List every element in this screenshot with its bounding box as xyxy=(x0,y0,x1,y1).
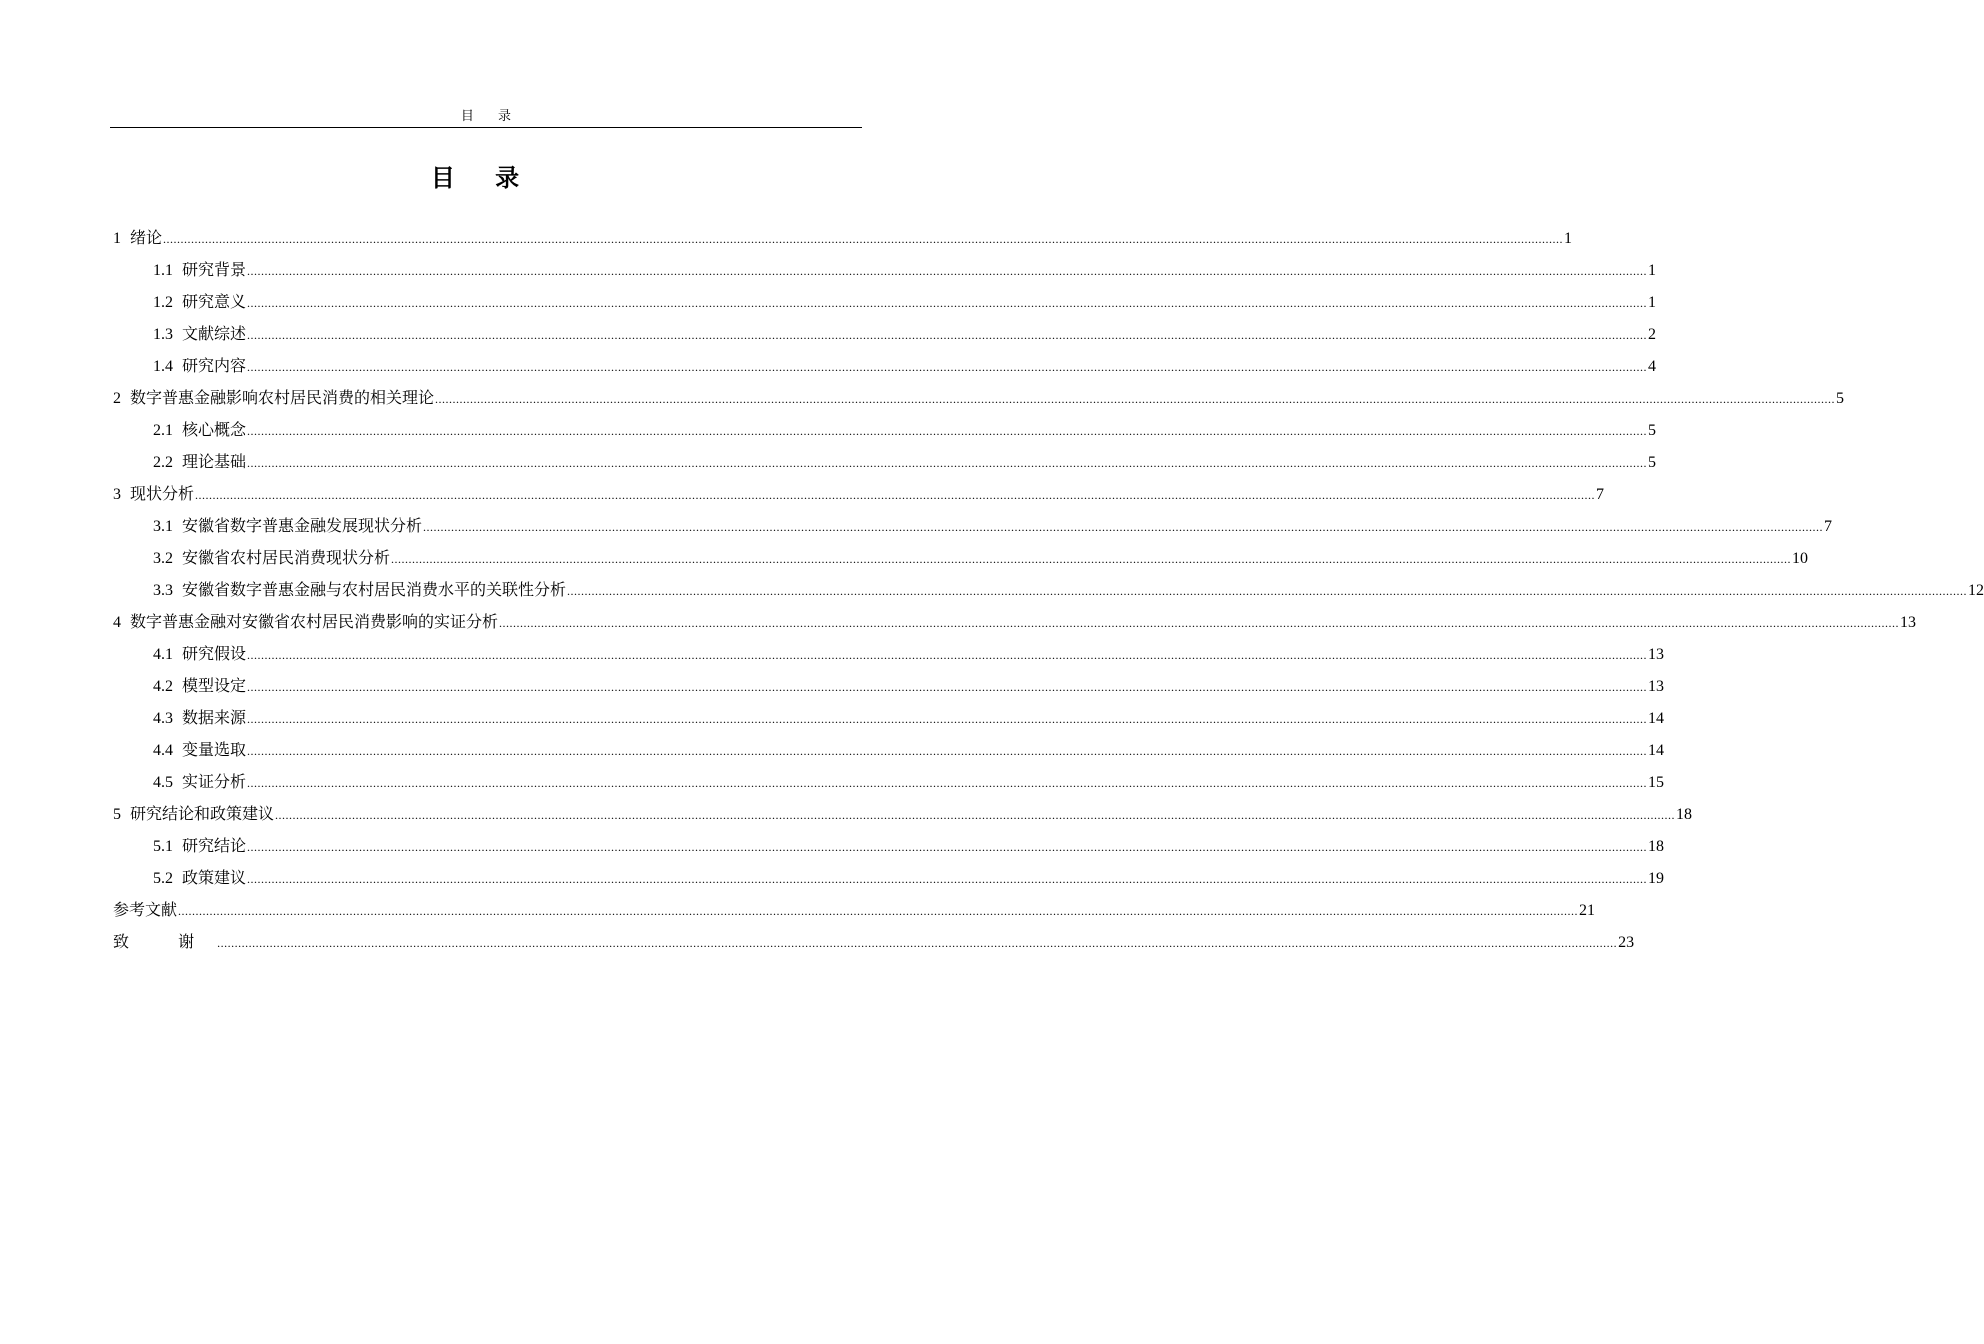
toc-entry-number: 4.3 xyxy=(153,710,173,727)
toc-entry-number: 1.1 xyxy=(153,262,173,279)
toc-entry[interactable] xyxy=(113,830,1665,862)
toc-entry-label: 研究背景 xyxy=(182,260,247,279)
toc-entry-label: 文献综述 xyxy=(182,324,247,343)
toc-entry-label: 绪论 xyxy=(130,228,163,247)
toc-entry[interactable] xyxy=(113,798,1693,830)
toc-entry[interactable] xyxy=(113,734,1665,766)
toc-entry-label: 安徽省数字普惠金融发展现状分析 xyxy=(182,516,423,535)
toc-entry-label: 数据来源 xyxy=(182,708,247,727)
toc-dot-leader: ................................................................................................................................................................................................................................................................................................................................................................................................................ xyxy=(247,712,1648,726)
toc-entry-number: 4.2 xyxy=(153,678,173,695)
toc-dot-leader: ................................................................................................................................................................................................................................................................................................................................................................................................................ xyxy=(247,840,1648,854)
toc-dot-leader: ................................................................................................................................................................................................................................................................................................................................................................................................................ xyxy=(391,552,1792,566)
toc-entry-number: 1.4 xyxy=(153,358,173,375)
toc-entry[interactable] xyxy=(113,606,1917,638)
toc-entry-page-number: 12 xyxy=(1968,582,1984,599)
toc-dot-leader: ................................................................................................................................................................................................................................................................................................................................................................................................................ xyxy=(247,296,1648,310)
toc-entry-number: 4 xyxy=(113,614,121,631)
table-of-contents xyxy=(113,222,1984,958)
toc-entry-number: 5.2 xyxy=(153,870,173,887)
toc-entry[interactable] xyxy=(113,254,1657,286)
running-header-title: 目 录 xyxy=(460,109,522,124)
toc-entry-page-number: 13 xyxy=(1648,678,1665,695)
toc-entry-label: 研究意义 xyxy=(182,292,247,311)
toc-entry[interactable] xyxy=(113,478,1605,510)
toc-entry-number: 1 xyxy=(113,230,121,247)
toc-entry[interactable] xyxy=(113,414,1657,446)
toc-entry-label: 安徽省农村居民消费现状分析 xyxy=(182,548,391,567)
toc-dot-leader: ................................................................................................................................................................................................................................................................................................................................................................................................................ xyxy=(163,232,1564,246)
toc-entry[interactable] xyxy=(113,286,1657,318)
toc-entry[interactable] xyxy=(113,670,1665,702)
toc-entry-page-number: 14 xyxy=(1648,710,1665,727)
toc-dot-leader: ................................................................................................................................................................................................................................................................................................................................................................................................................ xyxy=(423,520,1824,534)
toc-entry-label: 数字普惠金融影响农村居民消费的相关理论 xyxy=(130,388,435,407)
toc-entry-page-number: 21 xyxy=(1579,902,1596,919)
toc-entry-page-number: 5 xyxy=(1648,422,1657,439)
toc-dot-leader: ................................................................................................................................................................................................................................................................................................................................................................................................................ xyxy=(247,264,1648,278)
toc-entry[interactable] xyxy=(113,894,1596,926)
toc-entry-label: 理论基础 xyxy=(182,452,247,471)
toc-entry-number: 2 xyxy=(113,390,121,407)
toc-entry[interactable] xyxy=(113,926,1635,958)
toc-entry-page-number: 1 xyxy=(1648,262,1657,279)
toc-entry-page-number: 4 xyxy=(1648,358,1657,375)
toc-entry[interactable] xyxy=(113,638,1665,670)
toc-entry-label: 数字普惠金融对安徽省农村居民消费影响的实证分析 xyxy=(130,612,499,631)
toc-entry-label: 研究结论 xyxy=(182,836,247,855)
toc-entry-number: 4.4 xyxy=(153,742,173,759)
toc-entry-page-number: 13 xyxy=(1648,646,1665,663)
toc-entry-number: 1.3 xyxy=(153,326,173,343)
toc-entry[interactable] xyxy=(113,382,1845,414)
toc-entry-label: 现状分析 xyxy=(130,484,195,503)
toc-entry-page-number: 1 xyxy=(1564,230,1573,247)
toc-entry-label: 致 谢 xyxy=(113,932,217,951)
toc-entry-number: 2.1 xyxy=(153,422,173,439)
toc-entry-number: 3.3 xyxy=(153,582,173,599)
toc-entry-number: 2.2 xyxy=(153,454,173,471)
toc-entry-page-number: 1 xyxy=(1648,294,1657,311)
toc-entry-page-number: 5 xyxy=(1648,454,1657,471)
toc-entry-number: 3.2 xyxy=(153,550,173,567)
toc-entry-page-number: 5 xyxy=(1836,390,1845,407)
toc-entry-page-number: 15 xyxy=(1648,774,1665,791)
toc-entry-number: 3 xyxy=(113,486,121,503)
toc-entry[interactable] xyxy=(113,222,1573,254)
toc-entry-label: 研究结论和政策建议 xyxy=(130,804,275,823)
toc-dot-leader: ................................................................................................................................................................................................................................................................................................................................................................................................................ xyxy=(499,616,1900,630)
toc-dot-leader: ................................................................................................................................................................................................................................................................................................................................................................................................................ xyxy=(567,584,1968,598)
toc-entry-label: 实证分析 xyxy=(182,772,247,791)
toc-entry[interactable] xyxy=(113,318,1657,350)
toc-entry-number: 3.1 xyxy=(153,518,173,535)
toc-entry-label: 研究假设 xyxy=(182,644,247,663)
toc-entry-number: 5.1 xyxy=(153,838,173,855)
toc-entry-number: 1.2 xyxy=(153,294,173,311)
toc-dot-leader: ................................................................................................................................................................................................................................................................................................................................................................................................................ xyxy=(247,648,1648,662)
toc-entry-label: 政策建议 xyxy=(182,868,247,887)
toc-entry-page-number: 19 xyxy=(1648,870,1665,887)
toc-entry-page-number: 10 xyxy=(1792,550,1809,567)
toc-entry-page-number: 7 xyxy=(1824,518,1833,535)
toc-dot-leader: ................................................................................................................................................................................................................................................................................................................................................................................................................ xyxy=(247,424,1648,438)
toc-entry[interactable] xyxy=(113,862,1665,894)
toc-dot-leader: ................................................................................................................................................................................................................................................................................................................................................................................................................ xyxy=(247,776,1648,790)
toc-entry-page-number: 2 xyxy=(1648,326,1657,343)
toc-entry-page-number: 13 xyxy=(1900,614,1917,631)
toc-entry-page-number: 23 xyxy=(1618,934,1635,951)
toc-entry-label: 安徽省数字普惠金融与农村居民消费水平的关联性分析 xyxy=(182,580,567,599)
toc-entry-label: 变量选取 xyxy=(182,740,247,759)
toc-entry[interactable] xyxy=(113,702,1665,734)
toc-dot-leader: ................................................................................................................................................................................................................................................................................................................................................................................................................ xyxy=(247,872,1648,886)
toc-entry-label: 核心概念 xyxy=(182,420,247,439)
toc-title: 目 录 xyxy=(430,164,536,192)
toc-entry[interactable] xyxy=(113,542,1809,574)
toc-entry-label: 参考文献 xyxy=(113,900,178,919)
toc-entry-page-number: 14 xyxy=(1648,742,1665,759)
toc-dot-leader: ................................................................................................................................................................................................................................................................................................................................................................................................................ xyxy=(247,680,1648,694)
toc-dot-leader: ................................................................................................................................................................................................................................................................................................................................................................................................................ xyxy=(247,360,1648,374)
toc-entry[interactable] xyxy=(113,510,1833,542)
running-header xyxy=(110,108,862,128)
toc-entry[interactable] xyxy=(113,350,1657,382)
toc-entry-number: 4.5 xyxy=(153,774,173,791)
toc-entry-page-number: 18 xyxy=(1676,806,1693,823)
toc-entry-page-number: 7 xyxy=(1596,486,1605,503)
toc-dot-leader: ................................................................................................................................................................................................................................................................................................................................................................................................................ xyxy=(178,904,1579,918)
toc-entry[interactable] xyxy=(113,766,1665,798)
toc-dot-leader: ................................................................................................................................................................................................................................................................................................................................................................................................................ xyxy=(247,456,1648,470)
toc-entry-page-number: 18 xyxy=(1648,838,1665,855)
toc-dot-leader: ................................................................................................................................................................................................................................................................................................................................................................................................................ xyxy=(195,488,1596,502)
toc-dot-leader: ................................................................................................................................................................................................................................................................................................................................................................................................................ xyxy=(275,808,1676,822)
toc-dot-leader: ................................................................................................................................................................................................................................................................................................................................................................................................................ xyxy=(435,392,1836,406)
toc-dot-leader: ................................................................................................................................................................................................................................................................................................................................................................................................................ xyxy=(247,328,1648,342)
toc-entry-number: 4.1 xyxy=(153,646,173,663)
toc-dot-leader: ................................................................................................................................................................................................................................................................................................................................................................................................................ xyxy=(247,744,1648,758)
toc-entry-label: 模型设定 xyxy=(182,676,247,695)
toc-entry[interactable] xyxy=(113,446,1657,478)
toc-dot-leader: ................................................................................................................................................................................................................................................................................................................................................................................................................ xyxy=(217,936,1618,950)
toc-entry[interactable] xyxy=(113,574,1984,606)
toc-entry-number: 5 xyxy=(113,806,121,823)
toc-entry-label: 研究内容 xyxy=(182,356,247,375)
